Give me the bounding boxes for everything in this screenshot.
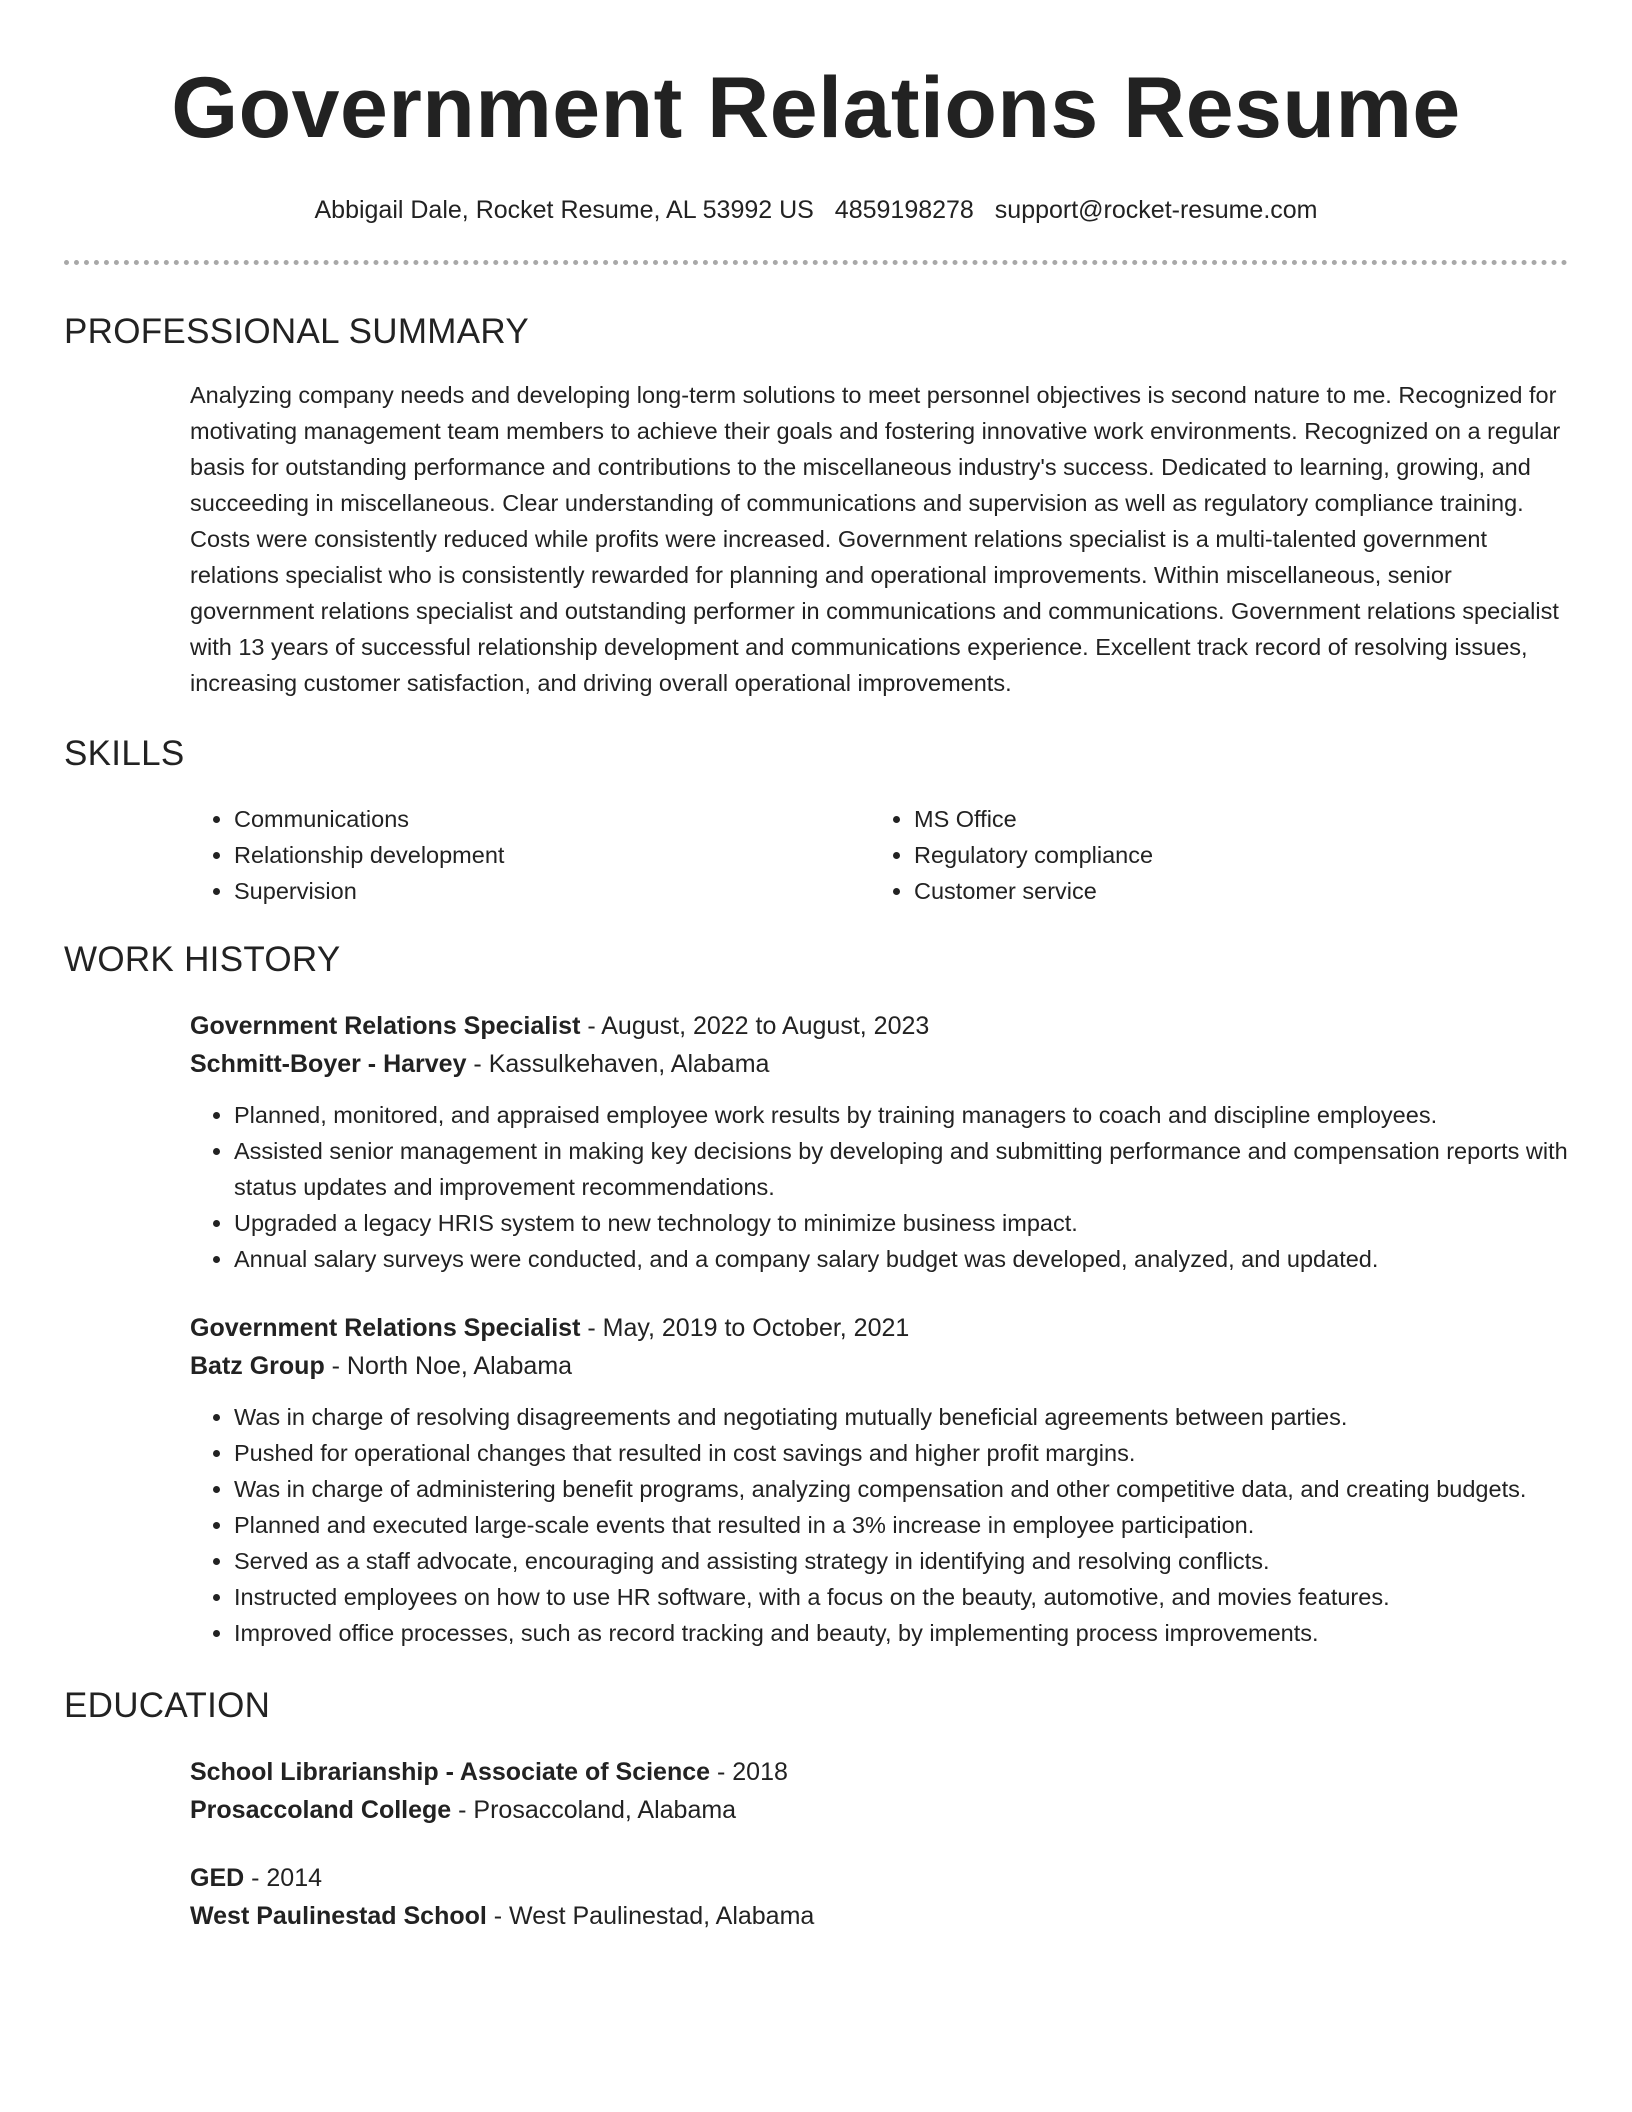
education-year: - 2014: [244, 1864, 323, 1892]
job-bullet: • Was in charge of resolving disagreements and negotiating mutually beneficial agreements between parties.: [234, 1399, 1568, 1435]
summary-text: Analyzing company needs and developing long-term solutions to meet personnel objectives is second nature to me. Recognized for motivating management team members to achieve their goals and fostering innovative work environments. Recognized on a regular basis for outstanding performance and contributions to the miscellaneous industry's success. Dedicated to learning, growing, and succeeding in miscellaneous. Clear understanding of communications and supervision as well as regulatory compliance training. Costs were consistently reduced while profits were increased. Government relations specialist is a multi-talented government relations specialist who is consistently rewarded for planning and operational improvements. Within miscellaneous, senior government relations specialist and outstanding performer in communications and communications. Government relations specialist with 13 years of successful relationship development and communications experience. Excellent track record of resolving issues, increasing customer satisfaction, and driving overall operational improvements.: [190, 382, 1561, 696]
job-company: Schmitt-Boyer - Harvey: [190, 1050, 467, 1078]
education-school-line: [190, 1897, 1568, 1935]
job-bullets: [190, 1097, 1568, 1277]
job-dates: - May, 2019 to October, 2021: [580, 1314, 910, 1342]
job-bullet: • Instructed employees on how to use HR software, with a focus on the beauty, automotive, and movies features.: [234, 1579, 1568, 1615]
contact-line: [64, 194, 1568, 226]
job-bullet: • Planned, monitored, and appraised employee work results by training managers to coach and discipline employees.: [234, 1097, 1568, 1133]
job-location: - Kassulkehaven, Alabama: [466, 1050, 770, 1078]
education-degree-line: [190, 1859, 1568, 1897]
education-location: - Prosaccoland, Alabama: [451, 1796, 737, 1824]
summary-section: [64, 311, 1568, 701]
skills-grid: [190, 801, 1568, 909]
job-bullet: • Upgraded a legacy HRIS system to new technology to minimize business impact.: [234, 1205, 1568, 1241]
skill-item: • Communications: [234, 801, 870, 837]
job-bullets: [190, 1399, 1568, 1651]
skill-item: • MS Office: [914, 801, 1550, 837]
job-title-line: [190, 1309, 1568, 1347]
skill-item: • Customer service: [914, 873, 1550, 909]
skills-heading: SKILLS: [64, 734, 185, 773]
job-bullet: • Planned and executed large-scale events that resulted in a 3% increase in employee participation.: [234, 1507, 1568, 1543]
skill-item: • Relationship development: [234, 837, 870, 873]
job-title-line: [190, 1007, 1568, 1045]
job-entry: [190, 1309, 1568, 1651]
education-entry: [190, 1859, 1568, 1935]
education-degree-line: [190, 1753, 1568, 1791]
job-location: - North Noe, Alabama: [324, 1352, 573, 1380]
contact-phone: 4859198278: [834, 196, 974, 224]
job-bullet: • Served as a staff advocate, encouraging and assisting strategy in identifying and resolving conflicts.: [234, 1543, 1568, 1579]
job-company-line: [190, 1347, 1568, 1385]
resume-title: Government Relations Resume: [171, 60, 1461, 156]
education-degree: School Librarianship - Associate of Science: [190, 1758, 711, 1786]
skills-list-right: [870, 801, 1550, 909]
education-school: West Paulinestad School: [190, 1902, 487, 1930]
job-bullet: • Assisted senior management in making key decisions by developing and submitting performance and compensation reports with status updates and improvement recommendations.: [234, 1133, 1568, 1205]
work-heading: WORK HISTORY: [64, 940, 341, 979]
header-divider: [64, 260, 1568, 265]
job-title: Government Relations Specialist: [190, 1012, 581, 1040]
education-school: Prosaccoland College: [190, 1796, 452, 1824]
job-dates: - August, 2022 to August, 2023: [580, 1012, 930, 1040]
contact-address: Abbigail Dale, Rocket Resume, AL 53992 US: [314, 196, 814, 224]
work-section: [64, 939, 1568, 1651]
education-location: - West Paulinestad, Alabama: [486, 1902, 815, 1930]
job-bullet: • Was in charge of administering benefit programs, analyzing compensation and other competitive data, and creating budgets.: [234, 1471, 1568, 1507]
job-entry: [190, 1007, 1568, 1277]
job-company: Batz Group: [190, 1352, 325, 1380]
skills-section: [64, 733, 1568, 909]
contact-email: support@rocket-resume.com: [994, 196, 1318, 224]
skills-list-left: [190, 801, 870, 909]
job-company-line: [190, 1045, 1568, 1083]
education-year: - 2018: [710, 1758, 788, 1786]
job-bullet: • Annual salary surveys were conducted, and a company salary budget was developed, analyzed, and updated.: [234, 1241, 1568, 1277]
education-section: [64, 1685, 1568, 1935]
summary-heading: PROFESSIONAL SUMMARY: [64, 312, 529, 351]
job-bullet: • Pushed for operational changes that resulted in cost savings and higher profit margins.: [234, 1435, 1568, 1471]
education-heading: EDUCATION: [64, 1686, 271, 1725]
education-degree: GED: [190, 1864, 245, 1892]
education-entry: [190, 1753, 1568, 1829]
skill-item: • Supervision: [234, 873, 870, 909]
job-bullet: • Improved office processes, such as record tracking and beauty, by implementing process improvements.: [234, 1615, 1568, 1651]
job-title: Government Relations Specialist: [190, 1314, 581, 1342]
education-school-line: [190, 1791, 1568, 1829]
skill-item: • Regulatory compliance: [914, 837, 1550, 873]
